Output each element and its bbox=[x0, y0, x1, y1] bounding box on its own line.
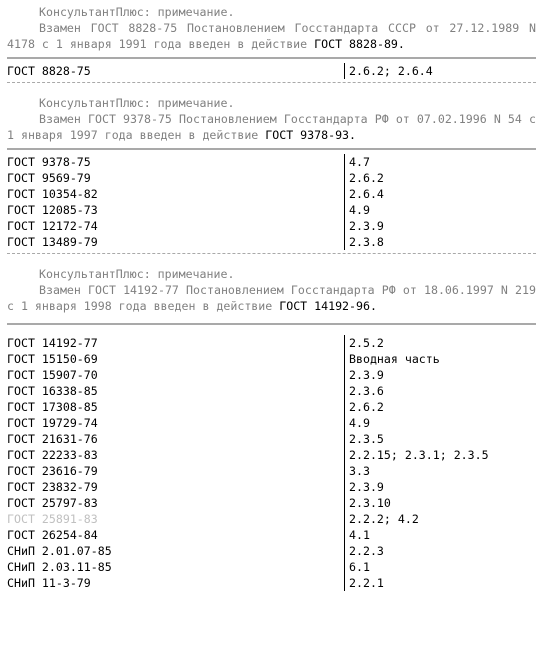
note-body bbox=[7, 282, 536, 314]
table-row bbox=[6, 559, 550, 575]
doc-cell: ГОСТ 25797-83 bbox=[7, 496, 98, 510]
section-cell: 4.9 bbox=[345, 415, 551, 431]
table-group-2 bbox=[6, 154, 550, 250]
table-row bbox=[6, 218, 550, 234]
note-tail: ГОСТ 8828-89. bbox=[314, 37, 405, 51]
note-body bbox=[7, 111, 536, 143]
section-cell: 3.3 bbox=[345, 463, 551, 479]
doc-cell: ГОСТ 26254-84 bbox=[7, 528, 98, 542]
doc-cell: ГОСТ 12172-74 bbox=[7, 219, 98, 233]
table-row bbox=[6, 447, 550, 463]
reference-table bbox=[6, 154, 550, 250]
doc-cell: ГОСТ 15907-70 bbox=[7, 368, 98, 382]
doc-cell: ГОСТ 19729-74 bbox=[7, 416, 98, 430]
table-row-muted bbox=[6, 511, 550, 527]
doc-cell: ГОСТ 23616-79 bbox=[7, 464, 98, 478]
note-header: КонсультантПлюс: примечание. bbox=[39, 267, 235, 281]
doc-cell: ГОСТ 12085-73 bbox=[7, 203, 98, 217]
section-cell: 4.9 bbox=[345, 202, 551, 218]
section-cell: 2.2.15; 2.3.1; 2.3.5 bbox=[345, 447, 551, 463]
section-cell: 2.3.9 bbox=[345, 479, 551, 495]
note-tail: ГОСТ 14192-96. bbox=[279, 299, 377, 313]
note-header: КонсультантПлюс: примечание. bbox=[39, 96, 235, 110]
section-cell: 2.3.8 bbox=[345, 234, 551, 250]
doc-cell: ГОСТ 9569-79 bbox=[7, 171, 91, 185]
table-row bbox=[6, 186, 550, 202]
table-row bbox=[6, 234, 550, 250]
table-row bbox=[6, 415, 550, 431]
section-cell: 2.2.2; 4.2 bbox=[345, 511, 551, 527]
doc-cell: СНиП 2.03.11-85 bbox=[7, 560, 112, 574]
note-header: КонсультантПлюс: примечание. bbox=[39, 5, 235, 19]
table-row bbox=[6, 383, 550, 399]
doc-cell: ГОСТ 14192-77 bbox=[7, 336, 98, 350]
consultant-note bbox=[7, 95, 536, 143]
table-row bbox=[6, 463, 550, 479]
note-tail: ГОСТ 9378-93. bbox=[265, 128, 357, 142]
section-cell: Вводная часть bbox=[345, 351, 551, 367]
doc-cell: ГОСТ 23832-79 bbox=[7, 480, 98, 494]
section-cell: 2.6.2 bbox=[345, 399, 551, 415]
section-cell: 2.6.4 bbox=[345, 186, 551, 202]
section-cell: 2.3.5 bbox=[345, 431, 551, 447]
consultant-note bbox=[7, 4, 536, 52]
table-row bbox=[6, 527, 550, 543]
doc-cell: ГОСТ 16338-85 bbox=[7, 384, 98, 398]
section-cell: 2.2.1 bbox=[345, 575, 551, 591]
table-row bbox=[6, 202, 550, 218]
note-body bbox=[7, 20, 536, 52]
section-cell: 6.1 bbox=[345, 559, 551, 575]
section-cell: 2.5.2 bbox=[345, 335, 551, 351]
note-text: Взамен ГОСТ 8828-75 Постановлением Госстандарта СССР от 27.12.1989 N 4178 с 1 января 1991 года введен в действие bbox=[7, 21, 536, 51]
table-row bbox=[6, 575, 550, 591]
section-cell: 2.3.6 bbox=[345, 383, 551, 399]
note-text: Взамен ГОСТ 14192-77 Постановлением Госстандарта РФ от 18.06.1997 N 219 с 1 января 1998 года введен в действие bbox=[7, 283, 536, 313]
document-page bbox=[7, 4, 536, 591]
table-row bbox=[6, 399, 550, 415]
table-row bbox=[6, 170, 550, 186]
section-cell: 4.1 bbox=[345, 527, 551, 543]
table-row bbox=[6, 154, 550, 170]
doc-cell: ГОСТ 9378-75 bbox=[7, 155, 91, 169]
table-row bbox=[6, 543, 550, 559]
table-row bbox=[6, 63, 550, 79]
doc-cell: ГОСТ 15150-69 bbox=[7, 352, 98, 366]
doc-cell: ГОСТ 13489-79 bbox=[7, 235, 98, 249]
table-row bbox=[6, 367, 550, 383]
table-group-1 bbox=[6, 63, 550, 79]
section-cell: 2.6.2; 2.6.4 bbox=[345, 63, 551, 79]
section-cell: 2.3.10 bbox=[345, 495, 551, 511]
doc-cell: ГОСТ 21631-76 bbox=[7, 432, 98, 446]
table-row bbox=[6, 479, 550, 495]
section-divider bbox=[7, 323, 536, 325]
doc-cell: СНиП 11-3-79 bbox=[7, 576, 91, 590]
reference-table bbox=[6, 335, 550, 591]
consultant-note bbox=[7, 266, 536, 314]
reference-table bbox=[6, 63, 550, 79]
doc-cell: ГОСТ 25891-83 bbox=[7, 512, 98, 526]
doc-cell: СНиП 2.01.07-85 bbox=[7, 544, 112, 558]
doc-cell: ГОСТ 8828-75 bbox=[7, 64, 91, 78]
section-divider bbox=[7, 57, 536, 59]
doc-cell: ГОСТ 17308-85 bbox=[7, 400, 98, 414]
section-divider bbox=[7, 148, 536, 150]
table-row bbox=[6, 495, 550, 511]
table-row bbox=[6, 351, 550, 367]
section-cell: 4.7 bbox=[345, 154, 551, 170]
table-row bbox=[6, 431, 550, 447]
section-cell: 2.2.3 bbox=[345, 543, 551, 559]
section-cell: 2.3.9 bbox=[345, 367, 551, 383]
section-cell: 2.6.2 bbox=[345, 170, 551, 186]
table-group-3 bbox=[6, 335, 550, 591]
table-row bbox=[6, 335, 550, 351]
doc-cell: ГОСТ 10354-82 bbox=[7, 187, 98, 201]
doc-cell: ГОСТ 22233-83 bbox=[7, 448, 98, 462]
section-cell: 2.3.9 bbox=[345, 218, 551, 234]
note-text: Взамен ГОСТ 9378-75 Постановлением Госстандарта РФ от 07.02.1996 N 54 с 1 января 1997 года введен в действие bbox=[7, 112, 536, 142]
